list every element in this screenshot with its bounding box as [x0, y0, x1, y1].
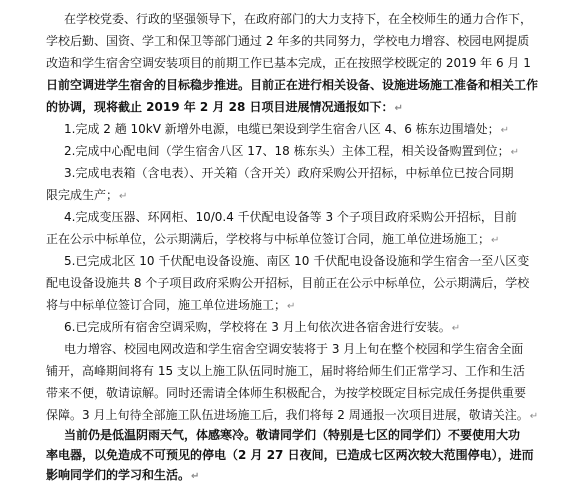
- paragraph-line: [64, 340, 523, 358]
- paragraph-mark: ↵: [529, 411, 539, 422]
- line-text: 将与中标单位签订合同，施工单位进场施工；: [46, 298, 287, 312]
- list-item-line: [64, 164, 513, 182]
- paragraph-line: [46, 32, 529, 50]
- line-text: 电力增容、校园电网改造和学生宿舍空调安装将于 3 月上旬在整个校园和学生宿舍全面: [64, 342, 524, 356]
- line-text: 学校后勤、国资、学工和保卫等部门通过 2 年多的共同努力，学校电力增容、校园电网提质: [46, 34, 530, 48]
- paragraph-mark: ↵: [119, 191, 128, 202]
- paragraph-mark: ↵: [510, 147, 520, 158]
- line-text: 日前空调进学生宿舍的目标稳步推进。目前正在进行相关设备、设施进场施工准备和相关工作: [46, 78, 539, 92]
- list-item-line: [46, 186, 127, 204]
- paragraph-line: [46, 54, 531, 72]
- list-item-line: [64, 318, 460, 336]
- paragraph-mark: ↵: [451, 323, 461, 334]
- line-text: 改造和学生宿舍空调安装项目的前期工作已基本完成，正在按照学校既定的 2019 年 6 月 1: [46, 56, 531, 70]
- paragraph-line: [64, 426, 520, 444]
- list-item-line: [46, 296, 295, 314]
- paragraph-line: [46, 406, 538, 424]
- paragraph-line: [46, 446, 534, 464]
- line-text: 3.完成电表箱（含电表）、开关箱（含开关）政府采购公开招标，中标单位已按合同期: [64, 166, 514, 180]
- paragraph-line: [46, 384, 526, 402]
- list-item-line: [46, 230, 499, 248]
- line-text: 当前仍是低温阴雨天气，体感寒冷。敬请同学们（特别是七区的同学们）不要使用大功: [64, 428, 521, 442]
- paragraph-mark: ↵: [500, 125, 510, 136]
- line-text: 6.已完成所有宿舍空调采购，学校将在 3 月上旬依次进各宿舍进行安装。: [64, 320, 451, 334]
- paragraph-mark: ↵: [287, 301, 296, 312]
- line-text: 影响同学们的学习和生活。: [46, 468, 191, 482]
- line-text: 4.完成变压器、环网柜、10/0.4 千伏配电设备等 3 个子项目政府采购公开招标，目前: [64, 210, 517, 224]
- line-text: 限完成生产；: [46, 188, 119, 202]
- list-item-line: [46, 274, 529, 292]
- paragraph-mark: ↵: [491, 235, 500, 246]
- line-text: 配电设备设施共 8 个子项目政府采购公开招标，目前正在公示中标单位，公示期满后，学校: [46, 276, 530, 290]
- line-text: 带来不便，敬请谅解。同时还需请全体师生积极配合，为按学校既定目标完成任务提供重要: [46, 386, 527, 400]
- paragraph-line: [46, 98, 403, 116]
- line-text: 正在公示中标单位，公示期满后，学校将与中标单位签订合同，施工单位进场施工；: [46, 232, 491, 246]
- line-text: 保障。3 月上旬待全部施工队伍进场施工后，我们将每 2 周通报一次项目进展，敬请关注。: [46, 408, 529, 422]
- line-text: 率电器，以免造成不可预见的停电（2 月 27 日夜间，已造成七区两次较大范围停电），进而: [46, 448, 534, 462]
- line-text: 在学校党委、行政的坚强领导下，在政府部门的大力支持下，在全校师生的通力合作下，: [64, 12, 533, 26]
- paragraph-line: [46, 466, 199, 484]
- line-text: 铺开，高峰期间将有 15 支以上施工队伍同时施工，届时将给师生们正常学习、工作和生活: [46, 364, 525, 378]
- paragraph-mark: ↵: [394, 103, 403, 114]
- list-item-line: [64, 120, 509, 138]
- line-text: 5.已完成北区 10 千伏配电设备设施、南区 10 千伏配电设备设施和学生宿舍一至八区变: [64, 254, 530, 268]
- line-text: 的协调，现将截止 2019 年 2 月 28 日项目进展情况通报如下：: [46, 100, 394, 114]
- paragraph-line: [46, 362, 525, 380]
- list-item-line: [64, 142, 519, 160]
- paragraph-mark: ↵: [191, 471, 200, 482]
- list-item-line: [64, 208, 517, 226]
- list-item-line: [64, 252, 529, 270]
- paragraph-line: [64, 10, 532, 28]
- paragraph-line: [46, 76, 538, 94]
- line-text: 1.完成 2 趟 10kV 新增外电源，电缆已架设到学生宿舍八区 4、6 栋东边围墙处；: [64, 122, 500, 136]
- line-text: 2.完成中心配电间（学生宿舍八区 17、18 栋东头）主体工程，相关设备购置到位；: [64, 144, 510, 158]
